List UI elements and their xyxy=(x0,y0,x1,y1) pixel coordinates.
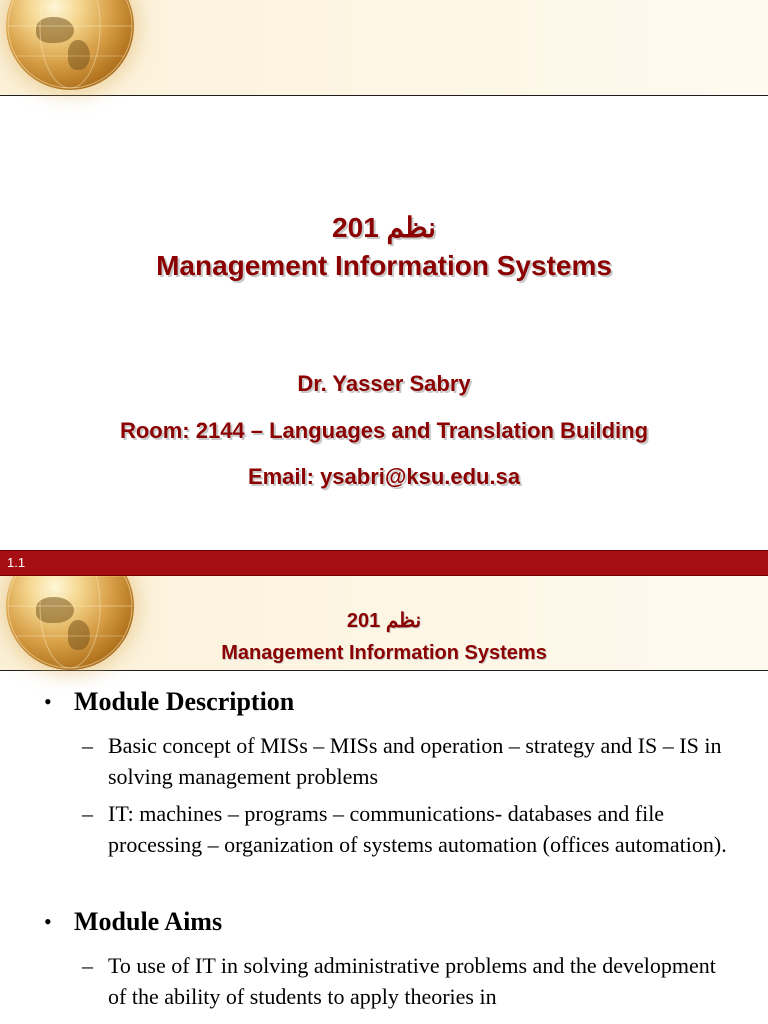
slide-content xyxy=(0,686,768,1012)
list-item: – Basic concept of MISs – MISs and operation – strategy and IS – IS in solving management problems xyxy=(0,730,768,792)
course-code-arabic: نظم 201 xyxy=(332,212,436,243)
email-info: Email: ysabri@ksu.edu.sa xyxy=(247,464,521,489)
room-info: Room: 2144 – Languages and Translation Building xyxy=(119,418,649,443)
slide-number: 1.1 xyxy=(7,555,26,570)
list-item: – IT: machines – programs – communications- databases and file processing – organization of systems automation (offices automation). xyxy=(0,798,768,860)
section-heading: • Module Aims xyxy=(0,906,768,938)
header-band xyxy=(0,576,768,671)
slide-footer-bar xyxy=(0,550,768,576)
instructor-name: Dr. Yasser Sabry xyxy=(297,371,471,396)
list-item: – To use of IT in solving administrative problems and the development of the ability of students to apply theories in xyxy=(0,950,768,1012)
section-heading: • Module Description xyxy=(0,686,768,718)
course-title: Management Information Systems xyxy=(156,250,612,281)
slide-title xyxy=(0,211,768,283)
course-code-arabic: نظم 201 xyxy=(346,610,422,632)
header-band xyxy=(0,0,768,96)
content-slide xyxy=(0,576,768,1024)
globe-icon xyxy=(6,0,134,90)
course-title: Management Information Systems xyxy=(221,642,547,664)
